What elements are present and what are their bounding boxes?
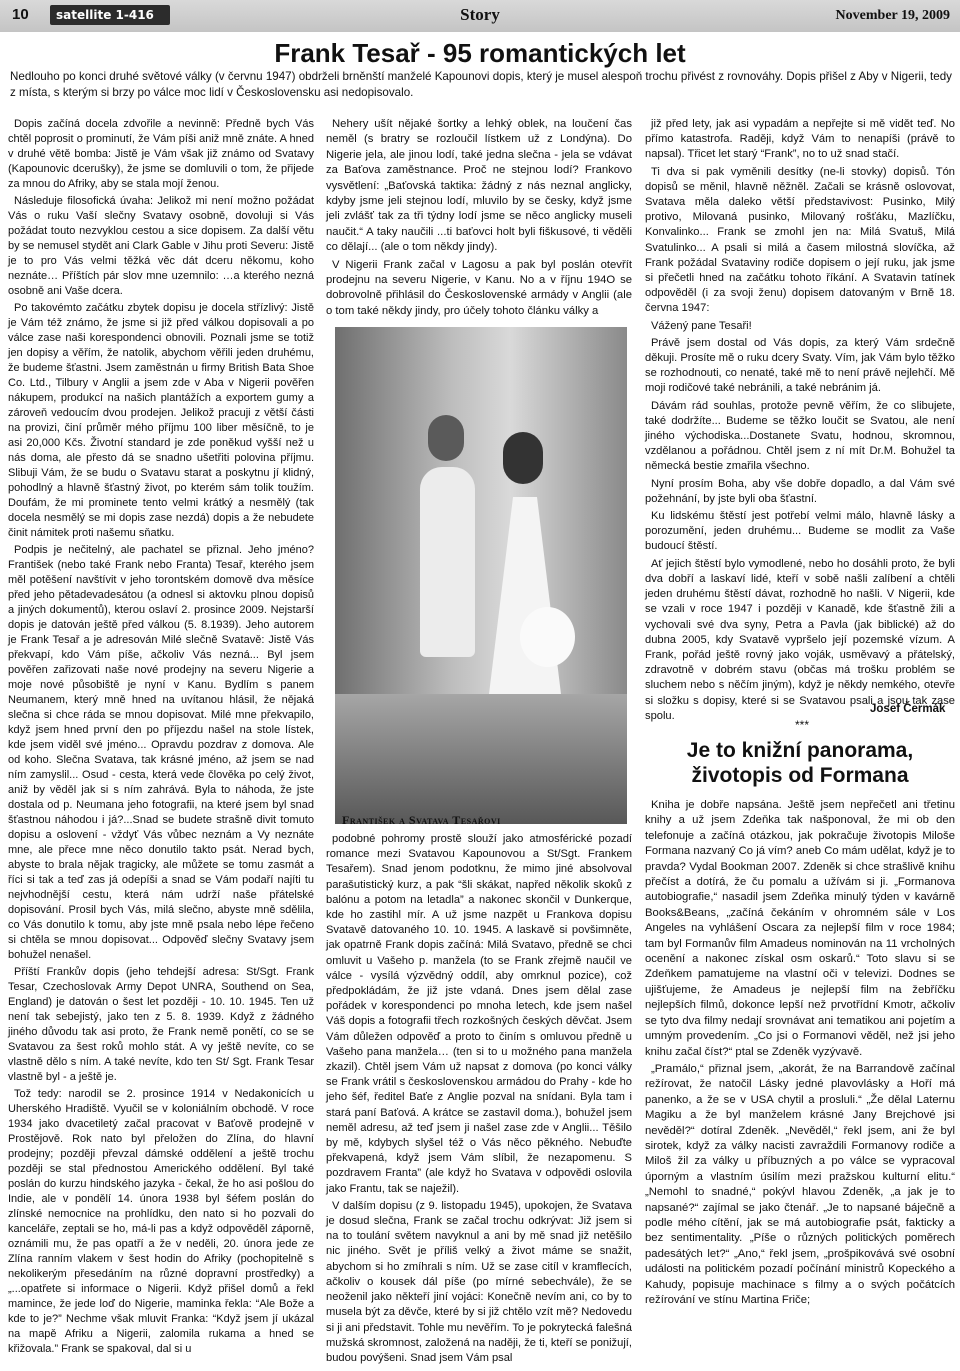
paragraph: Podpis je nečitelný, ale pachatel se přiznal. Jeho jméno? František (nebo také Frank nebo Franta) Tesař, kterého jsem měl potěšení navštívit v jeho torontském domově dva měsíce před jeho pětadevadesátou (a odnesl si aktovku plnou dopisů a jiných dokumentů), kterou oslaví 2. prosince 2009. Nejstarší dopis je datován ještě před válkou (5. 8.1939). Jeho autorem je Frank Tesař a je adresován Milé slečně Svatavě: Jistě Vás překvapí, kdo Vám píše, ačkoliv Vás nezná... Byl jsem pověřen zařizovati naše nové prodejny na severu Nigerie a moje nové působiště je nyní v Kanu. Bydlím s panem Neumanem, který mně hned na uvítanou hlásil, že nějaká slečna si chce ráda se mnou dopisovat. Milé mne překvapilo, když jsem hned první den po příjezdu našel na stole lístek, kde jsem viděl své jméno... Opravdu pozdrav z domova. Ale od koho. Slečna Svatava, tak krásné jméno, až jsem se nad ním zamyslil... Osud - cesta, která vede člověka po celý život, aniž by věděl jak si s ním zahrává. Byla to náhoda, že jste dostala od p. Neumana jeho fotografii, na které jsem byl snad šťastnou náhodou i já?...Snad se budete strašně divit tomuto dopisu a oslovení - vždyť Vás vůbec neznám a Vy neznáte mne, ale přece mne něco donutilo takto psát. Nerad bych, abyste to brala nějak tragicky, ale můžete se tomu zasmát a říci si tak a teď zas já odepíši a snad se Vám podaří najíti tu nejvhodnější cestu, která nám udrží naše přátelské dopisování. Prosil bych Vás, milá slečno, abyste mně sdělila, co Vás donutilo k tomu, aby jste mně psala nebo lépe řečeno si chtěla se mnou dopisovat... Odpověď slečny Svatavy jsem bohužel nenašel. xyxy=(8,544,314,961)
column-3 xyxy=(645,117,955,727)
article-title: Frank Tesař - 95 romantických let xyxy=(274,38,686,68)
column-1 xyxy=(8,117,314,1367)
paragraph: Ať jejich štěstí bylo vymodlené, nebo ho dosáhli proto, že byli dva dobří a laskaví lidé, kteří v sobě našli zalíbení a chtěli jeden druhému štěstí dávat, rozhodně ho našli. V Nigerii, kde se vzali v roce 1947 i později v Kanadě, kde šťastně žili a vychovali své dva syny, Petra a Pavla (jak biblické) až do dubna 2005, kdy Svatavě vypršelo její pozemské vízum. A Frank, pořád ještě rovný jako voják, usměvavý a přátelský, zdravotně v dobrém stavu (občas má trošku problém se sluchem nebo s něčím jiným), když je někdy nemkého, otevře si složku s dopisy, které si se Svatavou psali a jsou tak zase spolu. xyxy=(645,557,955,722)
paragraph: V dalším dopisu (z 9. listopadu 1945), upokojen, že Svatava je dosud slečna, Frank se začal trochu odkrývat: Již jsem si na to toulání světem navyknul a ani by mě snad již netěšilo nic jiného. Svět je příliš velký a život máme se snažit, abychom si ho zmíhrali s ním. Už se zase citíl v kramflecích, ačkoliv o kousek dál píše (po mírné sebechvále), že se neoženil jako někteří jiní vojáci: Konečně nevím ani, co by to musela být za děvče, které by si již chtělo vzít mě? Nedovedu si ji ani představit. Tohle mu nevěřím. To je pokrytecká falešná mužská skromnost, založená na naději, že ti, kteří se ponižují, budou povýšeni. Snad jsem Vám psal xyxy=(326,1199,632,1364)
second-article-body xyxy=(645,798,955,1368)
article-lead: Nedlouho po konci druhé světové války (v červnu 1947) obdrželi brněnští manželé Kapounovi dopis, který je musel alespoň trochu přivést z rovnováhy. Dopis přišel z Aby v Nigerii, tedy z místa, s kterým si brzy po válce moc lidí v Československu asi nedopisovalo. xyxy=(10,70,952,99)
paragraph: Nyní prosím Boha, aby vše dobře dopadlo, a dal Vám své požehnání, by jste byli oba šťastní. xyxy=(645,477,955,505)
paragraph: Nehery ušít nějaké šortky a lehký oblek, na loučení čas neměl (s bratry se rozloučil lístkem už z Londýna). Do Nigerie jela, ale jinou lodí, také jedna slečna - jela se vdávat za Baťova zaměstnance. Proč ne stejnou lodí? Frankovo vysvětlení: „Baťovská taktika: žádný z nás neznal anglicky, kdyby jsme jeli stejnou lodí, mluvilo by se česky, když jsme jeli zvlášť tak za tři týdny lodí jsme se něco anglicky museli naučit.“ A taky naučili ...ti baťovci holt byli fiškusové, ti věděli co dělají... (ale o tom někdy jindy). xyxy=(326,118,632,254)
groom-figure xyxy=(428,415,464,461)
paragraph: Ku lidskému štěstí jest potřebí velmi málo, hlavně lásky a porozumění, jeden druhému... Budeme se modlit za Vaše budoucí štěstí. xyxy=(645,510,955,553)
page-header xyxy=(0,0,960,32)
wedding-photo xyxy=(335,327,627,824)
paragraph: podobné pohromy prostě slouží jako atmosférické pozadí romance mezi Svatavou Kapounovou a St/Sgt. Frankem Tesařem). Snad jenom podotknu, že mimo jiné absolvoval parašutistický kurz, a pak “šli skákat, napřed několik skoků z balónu a potom na letadla” a nakonec skončil v Dunkerque, kde ho zastihl mír. A už jsme nazpět u Frankova dopisu Svatavě datovaného 10. 10. 1945. A laskavě si povšimněte, jak opatrně Frank dopis začíná: Milá Svatavo, předně se chci omluvit u Vašeho p. manžela (to se Frank zřejmě naučil ve válce - vysílá výzvědný oddíl, aby omrknul pozice), což předpokládám, že již jste vdaná. Dnes jsem dělal zase pořádek v korespondenci po mnoha letech, kde jsem našel Váš dopis a fotografii třech rozkošných českých děvčat. Jsem Vám důležen odpověď a proto to činím s omluvou předně u Vašeho pana manžela… (ten si to u možného pana manžela zkazil). Chtěl jsem Vám už napsat z domova (po konci války se Frank vrátil s československou armádou do Prahy - kde ho jeho šéf, ředitel Baťe z Anglie pozval na snídani. Byla tam i stará paní Baťová. A krátce se zastavil doma.), bohužel jsem neměl adresu, až teď jsem ji našel zase zde v Anglii... Těšilo by mě, kdybych slyšel též o Vás něco pěkného. Nebuďte překvapená, když jsem Vám slíbil, že nezapomenu. S pozdravem Franta” (ale když ho Svatava v odpovědi oslovila jako Frantu, tak se naježil). xyxy=(326,833,632,1195)
paragraph: Příští Frankův dopis (jeho tehdejší adresa: St/Sgt. Frank Tesar, Czechoslovak Army Depot UNRA, Southend on Sea, England) je datován o šest let později - 10. 10. 1945. Ten už není tak sebejistý, jako ten z 5. 8. 1939. Když z žádného jiného důvodu tak asi proto, že Frank nemě ponětí, co se se Svatavou za šest roků mohlo stát. A vy ještě nevíte, co se vlastně dělo s ním. A také nevíte, kdo ten St/ Sgt. Frank Tesar vlastně byl - a ještě je. xyxy=(8,966,314,1083)
photo-ground xyxy=(335,694,627,824)
paragraph: Kniha je dobře napsána. Ještě jsem nepřečetl ani třetinu knihy a už jsem Zdeňka tak našponoval, že mi ob den telefonuje a začíná otázkou, jak pokračuje životopis Miloše Formana nazvaný Co já vím? aneb Co mám udělat, když je to pravda? Vydal Bookman 2007. Zdeněk si chce strašlivě knihu přečíst a dotírá, že ču pomalu a užívám si ji. „Formanova autobiografie,“ nasadil jsem Zdeňka minulý týden v kavárně Books&Beans, „začíná čekáním v ohromném sále v Los Angeles na vyhlášení Oscara za nejlepší film v roce 1984; tam byl Formanův film Amadeus nominován na 11 vrcholných ocenění a nakonec získal osm oskarů.“ Toto slavu si se Zdeňkem pamatujeme na vlastní oči v televizi. Dodnes se ujišťujeme, že Amadeus je nejlepší film na žebříčku nejlepších filmů, dokonce lepší než prvotřídní Kmotr, ačkoliv se tyto dva filmy nedají srovnávat ani tematikou ani pojetím a umným provedením. „Co jsi o Formanovi věděl, než jsi jeho knihu začal číst?“ ptal se Zdeněk vyzývavě. xyxy=(645,799,955,1058)
separator-stars: *** xyxy=(795,718,810,732)
second-article-title: Je to knižní panorama, životopis od Formana xyxy=(686,739,914,787)
issue-date: November 19, 2009 xyxy=(835,8,950,23)
bouquet xyxy=(520,607,575,667)
paragraph: Dávám rád souhlas, protože pevně věřím, že co slibujete, také dodržíte... Budeme se těžko loučit se Svatou, ale není jiného východiska...Dostanete Svatu, hodnou, skromnou, vzdělanou a pořádnou. Chtěl jsem z ní mít Dr.M. Bohužel ta německá bestie zmařila všechno. xyxy=(645,399,955,473)
satellite-logo: satellite 1-416 xyxy=(50,5,170,25)
bride-figure xyxy=(503,432,543,484)
paragraph: V Nigerii Frank začal v Lagosu a pak byl poslán otevřít prodejnu na severu Nigerie, v Kanu. No a v říjnu 194O se dobrovolně přihlásil do Československé armády v Anglii (ale o tom také někdy jindy, pro účely tohoto článku války a xyxy=(326,258,632,317)
groom-suit xyxy=(420,467,475,657)
paragraph: již před lety, jak asi vypadám a nepřejte si mě vidět teď. No přímo katastrofa. Raději, když Vám to nenapíši (právě to napsal). Třicet let starý “Frank”, no to už snad stačí. xyxy=(645,118,955,161)
paragraph: Tož tedy: narodil se 2. prosince 1914 v Nedakonicích u Uherského Hradiště. Vyučil se v koloniálním obchodě. V roce 1934 jako dvacetiletý začal pracovat v Baťově prodejně v Prostějově. Rok nato byl přeložen do Zlína, do hlavní prodejny; později převzal dámské oddělení a ještě trochu později se stal přednostou Amerického oddělení. Byl také poslán do kurzu hindského jazyka - čekal, že ho asi pošlou do Indie, ale v pondělí 14. února 1938 byl šéfem poslán do zlínské nemocnice na prohlídku, den nato si ho pozvali do kanceláře, zeptali se ho, má-li pas a když odpověděl záporně, oznámili mu, že pas opatří a že v neděli, 20. února jede ze Zlína ranním vlakem v šest hodin do Afriky (pochopitelně s nekolikerým přesedáním na různé dopravní prostředky) a „...opatřete si informace o Nigerii. Když přišel domů a řekl mamince, že jede loď do Nigerie, maminka řekla: “Ale Bože a kde to je?” Nechme však mluvit Franka: “Když jsem jí ukázal na mapě Afriku a Nigerii, zalomila rukama a hned se křižovala.” Frank se spakoval, dal si u xyxy=(8,1088,314,1355)
page-number: 10 xyxy=(12,6,29,23)
paragraph: Po takovémto začátku zbytek dopisu je docela střízlivý: Jistě je Vám též známo, že jsme si již před válkou dopisovali a po válce zase naši korespondenci obnovili. Poznali jsme se totiž jen dopisy a věřím, že natolik, abychom věřili jeden druhému, že budeme šťastni. Jsem zaměstnán u firmy British Bata Shoe Co. Ltd., Tilbury v Anglii a jsem zde v Aba v Nigerii pověřen nákupem, produkcí na našich plantážích a exportem gumy a zároveň vedoucím dvou prodejen. Jelikož pracuji z větší části na provizi, činí průměr mého příjmu 100 liber měsíčně, to je asi 20,000 Kčs. Životní standard je zde poněkud vyšší než u nás doma, ale přesto dá se snadno ušetřiti polovina příjmu. Slibuji Vám, že se budu o Svatavu starat a poskytnu jí klidný, pohodlný a hlavně šťastný život, po kterém sám tolik toužím. Doufám, že mi prominete tento velmi krátký a nesmělý (tak docela nesmělý se mi dopis zase nezdá) dopis a že nebudete činit námitek proti našemu sňatku. xyxy=(8,302,314,539)
section-title: Story xyxy=(460,5,500,24)
author-signature: Josef Čermák xyxy=(870,703,946,715)
paragraph: Právě jsem dostal od Vás dopis, za který Vám srdečně děkuji. Prosíte mě o ruku dcery Svaty. Vím, jak Vám bylo těžko se rozhodnouti, co nenaté, také mě to není právě nejlehčí. Mě moji rodičové také nebránili, a také nebránim já. xyxy=(645,336,955,395)
column-2-top xyxy=(326,117,632,327)
paragraph: Dopis začíná docela zdvořile a nevinně: Předně bych Vás chtěl poprosit o prominutí, že Vám píši aniž mně znáte. A hned v druhé větě bomba: Jistě je Vám však již známo od Svatavy (Kapounovic dcerušky), že jsme se domluvili o tom, že přijede za mnou do Afriky, aby se stala mojí ženou. xyxy=(8,118,314,190)
column-2-bottom xyxy=(326,832,632,1367)
paragraph: Ti dva si pak vyměnili desítky (ne-li stovky) dopisů. Tón dopisů se měnil, hlavně něžněl. Začali se krásně oslovovat, Svatava měla daleko větší představivost: Pusinko, Milý protivo, Milovaná pusinko, Milovaný rošťáku, Mazlíčku, Konvalinko... Frank se zmohl jen na: Milá Svatuš, Milá Svatulinko... A psali si milá a časem milostná slovíčka, až Frank požádal Svataviny rodiče dopisem o její ruku, jak jsme si přečetli hned na začátku tohoto říkání. A Svatavin tatínek odpověděl (i za svoji ženu) dopisem datovaným v Brně 18. června 1947: xyxy=(645,165,955,315)
paragraph: „Pramálo,“ přiznal jsem, „akorát, že na Barrandově začínal režírovat, že natočil Lásky jedné plavovlásky a Hoří má panenko, a že se v USA chytil a prosluli.“ „Že dělal Laternu Magiku a že byl manželem krásné Jany Brejchové jsi nevěděl?“ dotíral Zdeněk. „Nevěděl,“ řekl jsem, ani že byl sirotek, když za války nacisti zavraždili Formanovy rodiče a Miloš žil za války u příbuzných a po válce se vypracoval úporným a vlastním úsilím mezi pražskou kulturní elitu.“ „Nemohl to snadné,“ pokývl hlavou Zdeněk, „a jak je to napsané?“ zajímal se jako čtenář. „Je to napsané báječně a podle mého cítění, jak se má autobiografie psát, fakticky a bez sentimentality. „Píše o různých politických poměrech padesátých let?“ „Ano,“ řekl jsem, „prošpikovává své osobní události na politickém pozadí počínání ministrů Kopeckého a Kahudy, popisuje machinace s filmy a o svých počátcích režírování ve stínu Martina Friče; xyxy=(645,1062,955,1306)
paragraph: Následuje filosofická úvaha: Jelikož mi není možno požádat Vás o ruku Vaší slečny Svatavy osobně, dovoluji si Vás požádat touto nezvyklou cestou a sice dopisem. Za další větu by se nemusel stydět ani Clark Gable v Jihu proti Severu: Jistě je to pro Vás velmi těžká věc dát dceru někomu, koho neznáte… Příštích pár slov mne uzemnilo: …a kterého nezná osobně ani Vaše dcera. xyxy=(8,195,314,297)
paragraph: Vážený pane Tesaři! xyxy=(651,319,752,332)
photo-caption: František a Svatava Tesařovi xyxy=(342,813,501,827)
